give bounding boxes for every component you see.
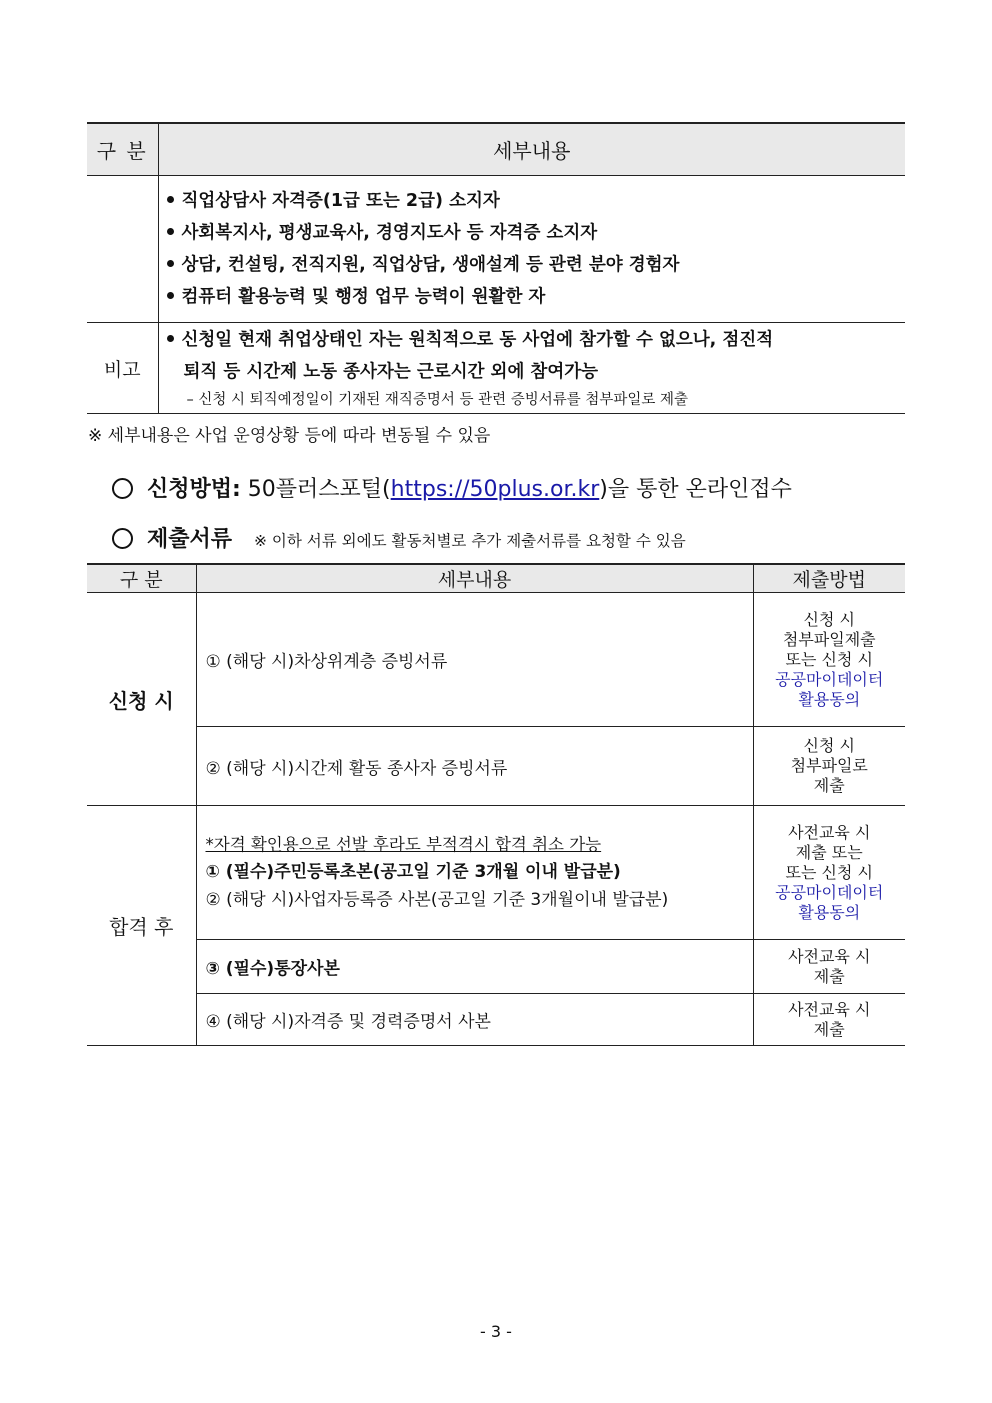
table-row: [87, 727, 905, 806]
page-number: - 3 -: [480, 1322, 512, 1341]
table-row: [87, 940, 905, 994]
header-details: 세부내용: [158, 123, 905, 176]
document-item: ② (해당 시)사업자등록증 사본(공고일 기준 3개월이내 발급분): [205, 889, 669, 910]
header-category: 구 분: [87, 564, 196, 593]
bullet-icon: [167, 292, 174, 299]
sub-note: – 신청 시 퇴직예정일이 기재된 재직증명서 등 관련 증빙서류를 첨부파일로 제출: [186, 392, 689, 408]
header-category: 구 분: [87, 123, 158, 176]
group-category-apply: 신청 시: [87, 593, 196, 806]
document-item: ④ (해당 시)자격증 및 경력증명서 사본: [196, 994, 753, 1046]
row-details: [158, 323, 905, 414]
submission-method: 사전교육 시 제출: [753, 940, 905, 994]
document-item: ① (해당 시)차상위계층 증빙서류: [196, 593, 753, 727]
table-header-row: [87, 564, 905, 593]
list-item: 상담, 컨설팅, 전직지원, 직업상담, 생애설계 등 관련 분야 경험자: [159, 249, 906, 281]
apply-method-section: 신청방법: 50플러스포털(https://50plus.or.kr)을 통한 온라인접수: [112, 472, 792, 503]
bullet-icon: [167, 196, 174, 203]
table-header-row: [87, 123, 905, 176]
circle-bullet-icon: [112, 528, 133, 549]
documents-note: ※ 이하 서류 외에도 활동처별로 추가 제출서류를 요청할 수 있음: [254, 532, 686, 550]
list-item-continuation: 퇴직 등 시간제 노동 종사자는 근로시간 외에 참여가능: [183, 362, 599, 382]
table-row: [87, 593, 905, 727]
document-item: ① (필수)주민등록초본(공고일 기준 3개월 이내 발급분): [205, 861, 621, 882]
row-details: [158, 176, 905, 323]
header-method: 제출방법: [753, 564, 905, 593]
header-details: 세부내용: [196, 564, 753, 593]
row-category-remarks: 비고: [87, 323, 158, 414]
row-category: [87, 176, 158, 323]
circle-bullet-icon: [112, 478, 133, 499]
documents-label: 제출서류: [147, 527, 233, 552]
documents-section: [112, 522, 686, 553]
documents-table: [87, 563, 905, 1046]
table-row: [87, 323, 905, 414]
apply-method-label: 신청방법:: [147, 477, 241, 502]
submission-method: 사전교육 시 제출: [753, 994, 905, 1046]
document-item-group: [196, 806, 753, 940]
bullet-icon: [167, 260, 174, 267]
list-item: 컴퓨터 활용능력 및 행정 업무 능력이 원활한 자: [159, 281, 906, 313]
list-item: 신청일 현재 취업상태인 자는 원칙적으로 동 사업에 참가할 수 없으나, 점진적: [159, 324, 906, 356]
submission-method: 사전교육 시 제출 또는 또는 신청 시 공공마이데이터 활용동의: [753, 806, 905, 940]
qualification-table: [87, 122, 905, 414]
portal-link[interactable]: https://50plus.or.kr: [390, 477, 600, 502]
submission-method: 신청 시 첨부파일로 제출: [753, 727, 905, 806]
submission-method: 신청 시 첨부파일제출 또는 신청 시 공공마이데이터 활용동의: [753, 593, 905, 727]
disqualification-warning: *자격 확인용으로 선발 후라도 부적격시 합격 취소 가능: [205, 834, 602, 854]
list-item: 직업상담사 자격증(1급 또는 2급) 소지자: [159, 185, 906, 217]
bullet-icon: [167, 335, 174, 342]
table-row: [87, 176, 905, 323]
table-row: [87, 806, 905, 940]
bullet-icon: [167, 228, 174, 235]
document-item: ③ (필수)통장사본: [196, 940, 753, 994]
document-item: ② (해당 시)시간제 활동 종사자 증빙서류: [196, 727, 753, 806]
table-row: [87, 994, 905, 1046]
list-item: 사회복지사, 평생교육사, 경영지도사 등 자격증 소지자: [159, 217, 906, 249]
change-notice: ※ 세부내용은 사업 운영상황 등에 따라 변동될 수 있음: [88, 426, 491, 446]
group-category-after-pass: 합격 후: [87, 806, 196, 1046]
